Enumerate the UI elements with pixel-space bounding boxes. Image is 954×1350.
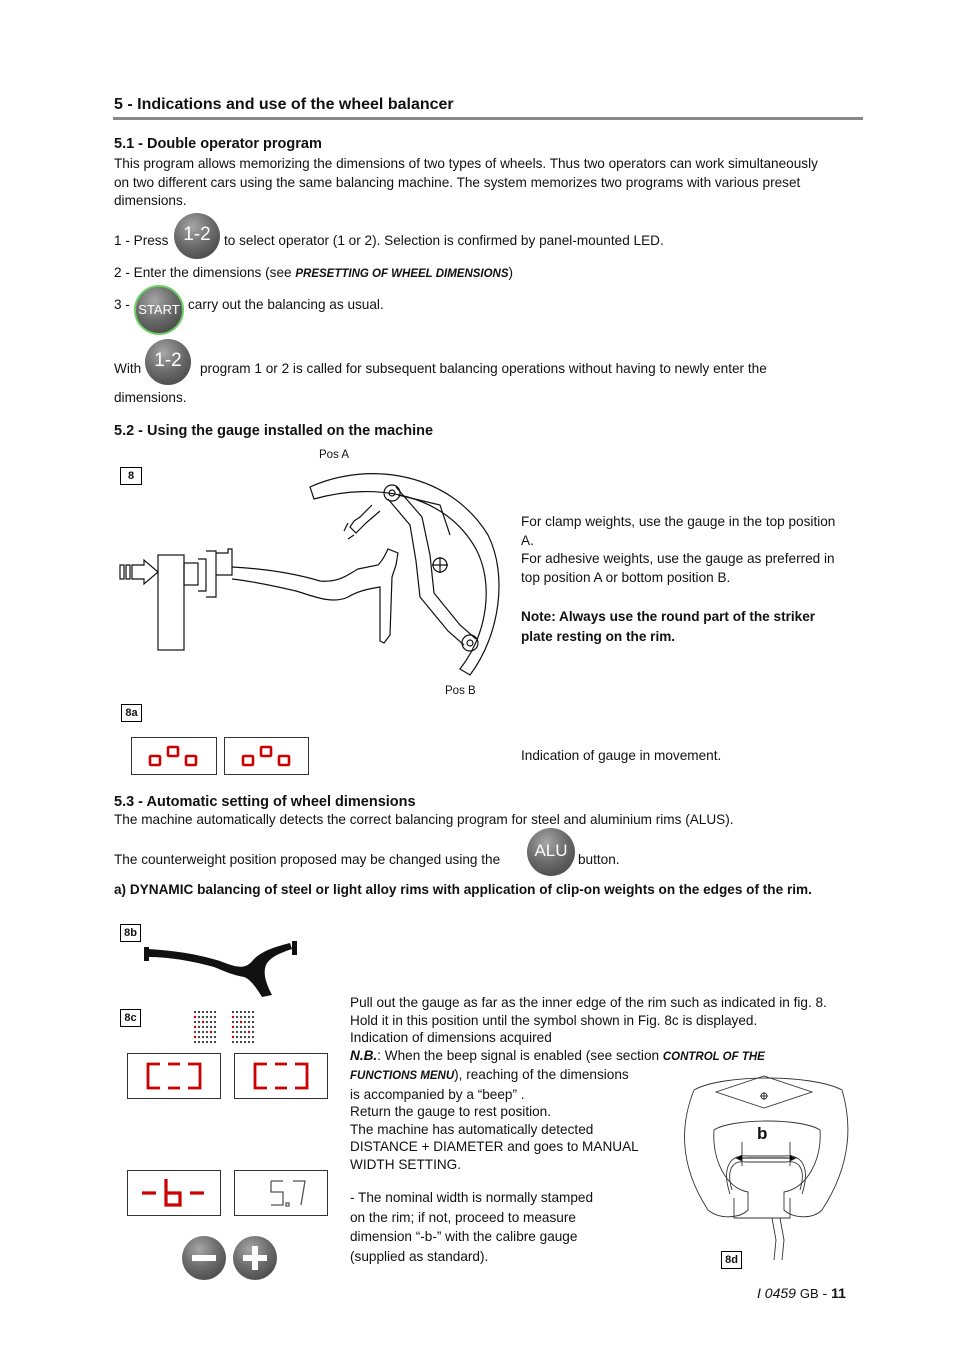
fig-8c-label: 8c [120,1009,141,1027]
s53-line2-post: button. [578,852,620,867]
fig-8d-label: 8d [721,1251,742,1269]
display-right-movement [224,737,309,775]
display-b [127,1170,221,1216]
step1-post: to select operator (1 or 2). Selection is confirmed by panel-mounted LED. [224,233,664,248]
display-width-value [234,1170,328,1216]
dimension-b-label: b [757,1124,768,1143]
display-left-bracket [127,1053,221,1099]
plus-icon [233,1236,277,1280]
alu-button[interactable]: ALU [527,828,575,876]
start-button[interactable]: START [134,285,184,335]
with-pre: With [114,361,142,376]
s53-nominal-text: - The nominal width is normally stamped on the rim; if not, proceed to measure dimension “-b-” with the calibre gauge (supplied as standard). [350,1190,594,1264]
section-rule [113,117,863,120]
fig-8b-label: 8b [120,924,141,942]
footer: I 0459 GB - 11 [757,1285,846,1301]
with-post: program 1 or 2 is called for subsequent balancing operations without having to newly enter the [200,361,767,376]
operator-1-2-button-2[interactable]: 1-2 [145,339,191,385]
gauge-note: Note: Always use the round part of the striker plate resting on the rim. [521,609,816,644]
step2: 2 - Enter the dimensions (see PRESETTING OF WHEEL DIMENSIONS) [114,265,514,280]
s53-line2-pre: The counterweight position proposed may be changed using the [114,852,501,867]
minus-button[interactable] [182,1236,226,1280]
fig-8-label: 8 [120,467,142,485]
display-right-bracket [234,1053,328,1099]
width-value-symbol [235,1171,327,1215]
s51-paragraph: This program allows memorizing the dimensions of two types of wheels. Thus two operators can work simultaneously on two different cars using the same balancing machine. The system memorizes two programs with various preset dimensions. [114,156,818,209]
step1-pre: 1 - Press [114,233,169,248]
dot-matrix-icons [192,1009,262,1049]
pos-a-label: Pos A [319,449,350,461]
bracket-symbol [235,1054,327,1098]
dot-matrix-icon [194,1011,216,1043]
gauge-desc: For clamp weights, use the gauge in the top position A. For adhesive weights, use the gauge as preferred in top position A or bottom position B. [521,514,836,585]
rim-profile-diagram [140,935,305,1000]
movement-symbol [225,738,308,774]
with-post2: dimensions. [114,390,187,405]
gauge-diagram [110,465,510,690]
bracket-symbol [128,1054,220,1098]
pos-b-label: Pos B [445,685,476,697]
s53-bold-a: a) DYNAMIC balancing of steel or light alloy rims with application of clip-on weights on the edges of the rim. [114,882,812,897]
s53-title: 5.3 - Automatic setting of wheel dimensions [114,794,416,810]
fig-8a-label: 8a [121,704,142,722]
section-title: 5 - Indications and use of the wheel balancer [114,96,454,113]
display-left-movement [131,737,217,775]
plus-button[interactable] [233,1236,277,1280]
minus-icon [182,1236,226,1280]
s53-right-text: Pull out the gauge as far as the inner edge of the rim such as indicated in fig. 8. Hold it in this position until the symbol shown in Fig. 8c is displayed. Indication of dimensions acquired N.B.: When the beep signal is enabled (see section CONTROL OF THE FUNCTIONS MENU), reaching of the dimensions is accompanied by a “beep” . Return the gauge to rest position. The machine has automatically detected DISTANCE + DIAMETER and goes to MANUAL WIDTH SETTING. [350,995,827,1172]
tyre-section-diagram [672,1070,857,1270]
s51-title: 5.1 - Double operator program [114,136,322,152]
movement-symbol [132,738,216,774]
step3-pre: 3 - [114,297,130,312]
s52-title: 5.2 - Using the gauge installed on the machine [114,423,434,439]
movement-text: Indication of gauge in movement. [521,748,722,763]
width-b-symbol [128,1171,220,1215]
s53-line1: The machine automatically detects the correct balancing program for steel and aluminium rims (ALUS). [114,812,734,827]
operator-1-2-button[interactable]: 1-2 [174,213,220,259]
step3-post: carry out the balancing as usual. [188,297,384,312]
